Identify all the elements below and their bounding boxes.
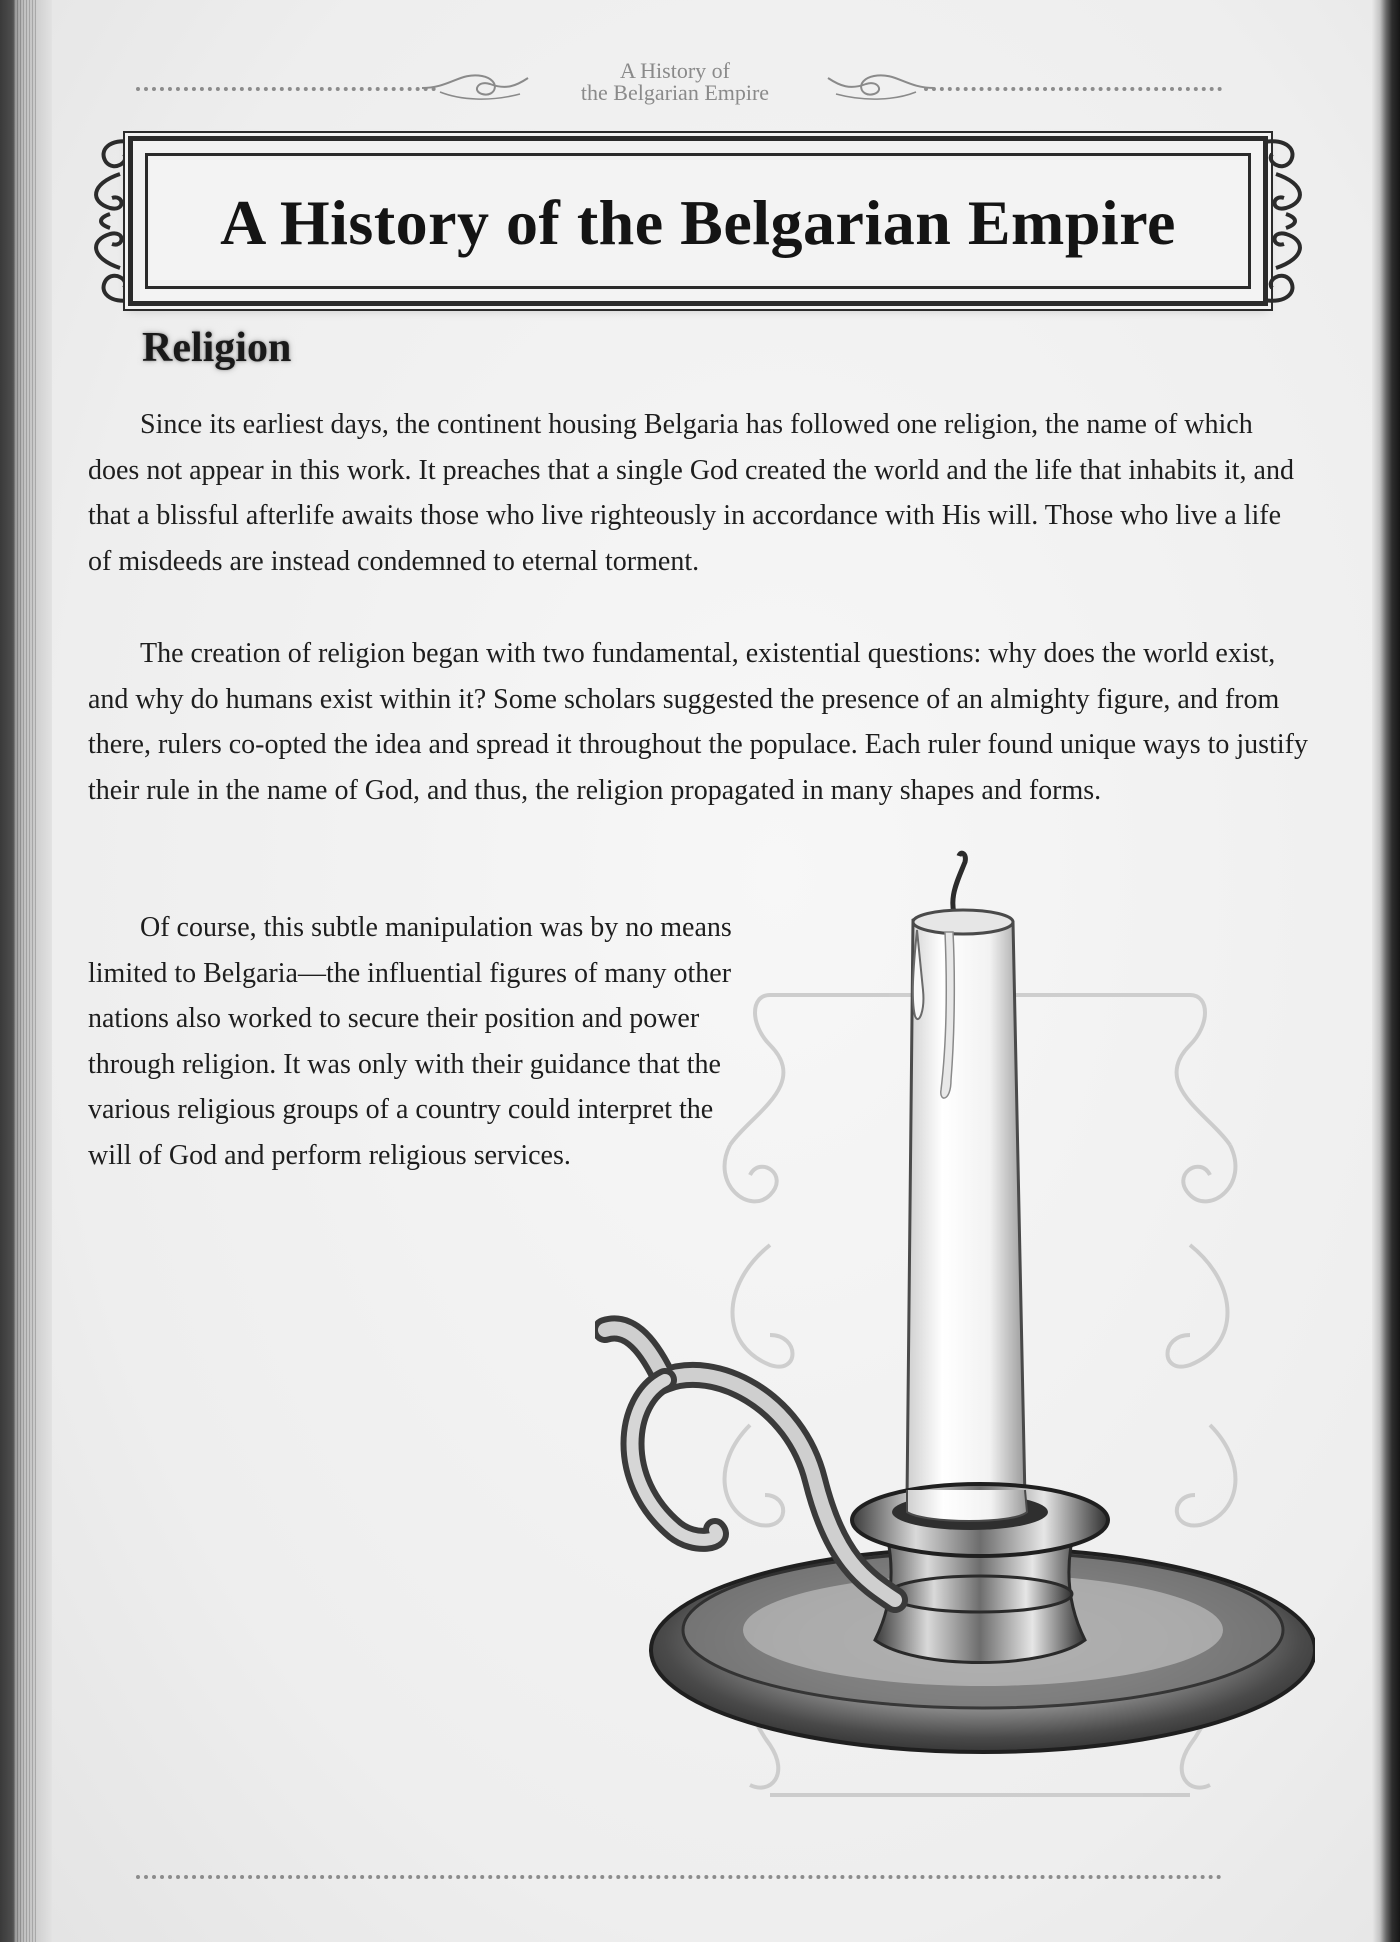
paragraph-2 [88,631,1308,813]
title-frame [80,132,1316,310]
page-edges [14,0,36,1942]
title-box [128,136,1268,306]
flourish-right-icon [826,66,936,106]
paragraph-3-text: Of course, this subtle manipulation was by no means limited to Belgaria—the influential figures of many other nations also worked to secure their position and power through religion. It was only with their guidance that the various religious groups of a country could interpret the will of God and perform religious services. [88,912,732,1171]
running-title [540,60,810,104]
candle-illustration [595,840,1315,1790]
header-dotted-rule-right [924,87,1222,91]
scroll-ornament-right-icon [1246,132,1316,310]
section-heading: Religion [142,325,292,371]
running-header [0,56,1400,116]
book-cover-edge [1372,0,1400,1942]
flourish-left-icon [420,66,530,106]
running-title-line2: the Belgarian Empire [580,80,770,105]
header-dotted-rule-left [136,87,436,91]
page-title: A History of the Belgarian Empire [220,187,1176,258]
paragraph-2-text: The creation of religion began with two fundamental, existential questions: why does the world exist, and why do humans exist within it? Some scholars suggested the presence of an almighty figure, and from there, rulers co-opted the idea and spread it throughout the populace. Each ruler found unique ways to justify their rule in the name of God, and thus, the religion propagated in many shapes and forms. [88,638,1308,806]
paragraph-1 [88,402,1308,584]
paragraph-1-text: Since its earliest days, the continent housing Belgaria has followed one religion, the name of which does not appear in this work. It preaches that a single God created the world and the life that inhabits it, and that a blissful afterlife awaits those who live righteously in accordance with His will. Those who live a life of misdeeds are instead condemned to eternal torment. [88,409,1294,577]
running-title-line1: A History of [620,58,730,83]
footer-dotted-rule [136,1875,1222,1879]
